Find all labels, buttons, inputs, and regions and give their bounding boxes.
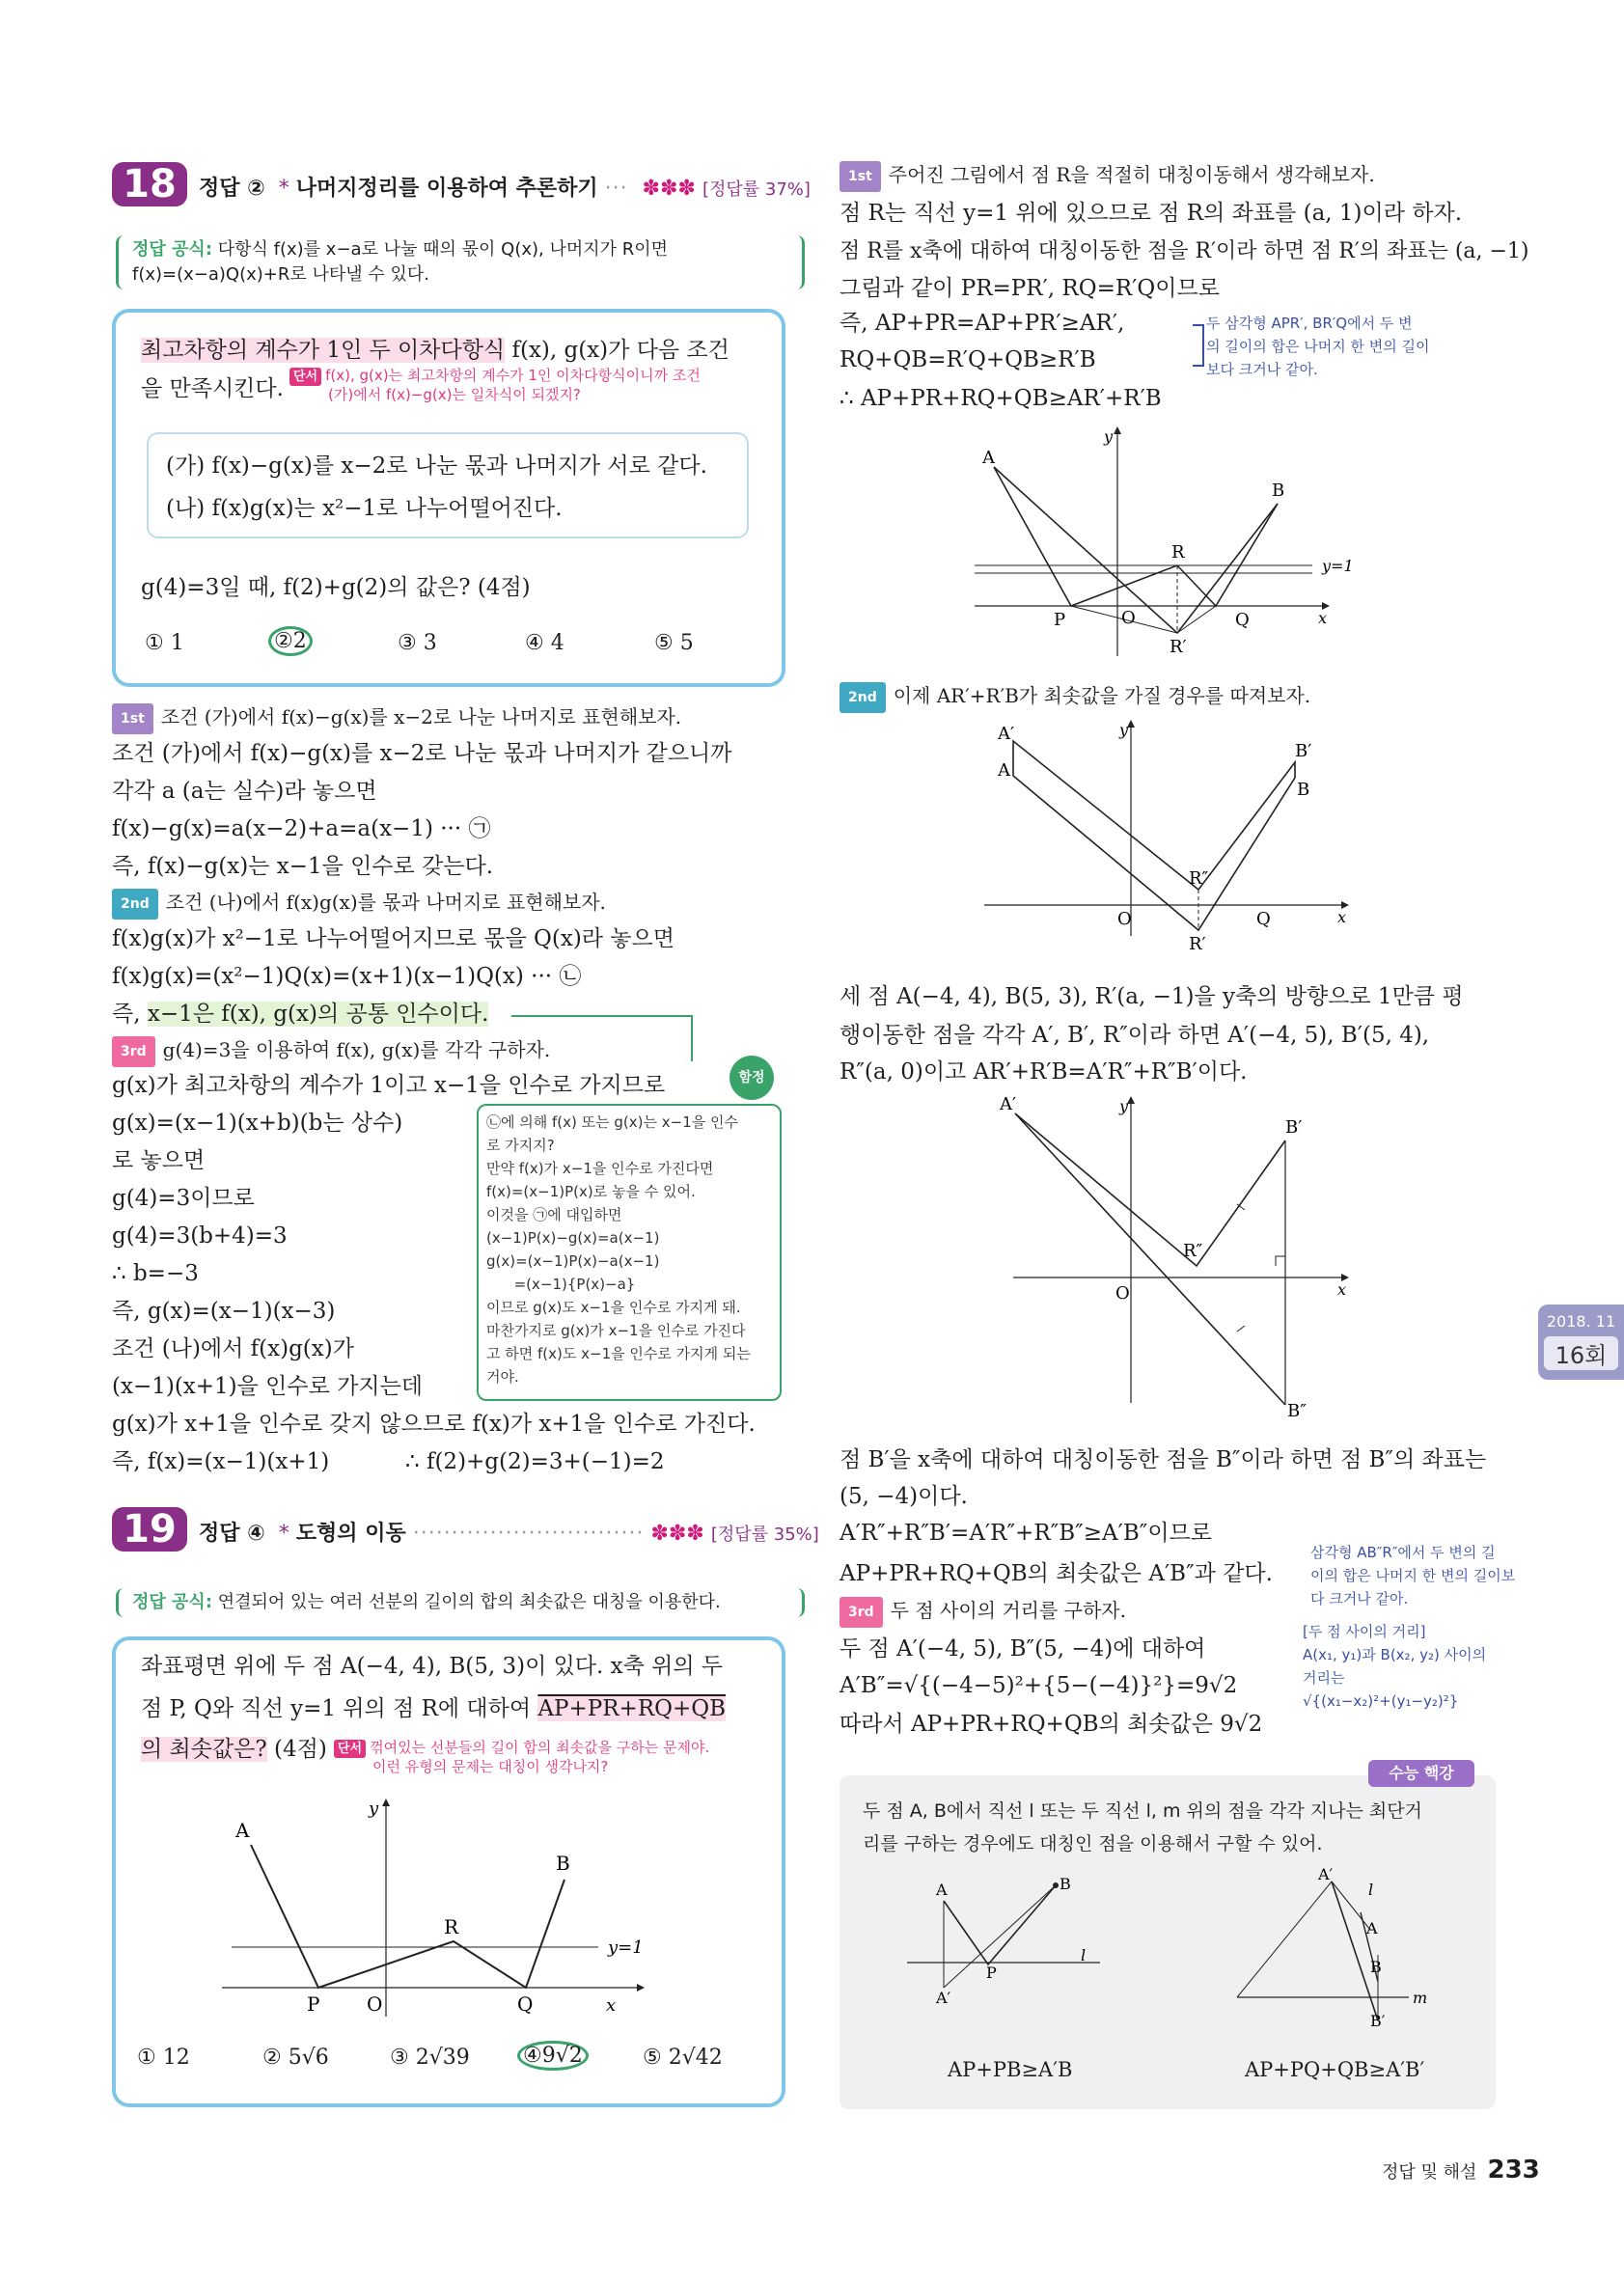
q19-graph-label-yline: y=1 xyxy=(608,1937,644,1958)
side-tab-round: 16회 xyxy=(1544,1336,1618,1370)
r-s4-1: 두 점 A′(−4, 5), B″(5, −4)에 대하여 xyxy=(840,1636,1206,1662)
graph2-label-o: O xyxy=(1117,909,1132,929)
q18-trap-3: 만약 f(x)가 x−1을 인수로 가진다면 xyxy=(486,1160,714,1177)
q19-answer: 정답 ④ xyxy=(199,1522,265,1546)
core-caption-2: AP+PQ+QB≥A′B′ xyxy=(1245,2058,1425,2081)
graph-1 xyxy=(965,425,1380,666)
r-step3: 3rd 두 점 사이의 거리를 구하자. xyxy=(840,1596,1126,1628)
r-s4-2: A′B″=√{(−4−5)²+{5−(−4)}²}=9√2 xyxy=(840,1673,1238,1698)
r-s1-2: 점 R를 x축에 대하여 대칭이동한 점을 R′이라 하면 점 R′의 좌표는 (a, −1) xyxy=(840,239,1529,263)
q19-graph-label-r: R xyxy=(444,1915,459,1938)
graph2-label-q: Q xyxy=(1256,909,1271,929)
q18-sol-4: 즉, f(x)−g(x)는 x−1을 인수로 갖는다. xyxy=(112,854,494,879)
r-note3-4: √{(x₁−x₂)²+(y₁−y₂)²} xyxy=(1303,1692,1459,1710)
q18-condition-a: (가) f(x)−g(x)를 x−2로 나눈 몫과 나머지가 서로 같다. xyxy=(166,453,707,479)
r-s4-3: 따라서 AP+PR+RQ+QB의 최솟값은 9√2 xyxy=(840,1712,1263,1737)
q18-trap-5: 이것을 ㉠에 대입하면 xyxy=(486,1206,622,1223)
q18-sol3-8: 조건 (나)에서 f(x)g(x)가 xyxy=(112,1336,354,1361)
q18-sol3-12: ∴ f(2)+g(2)=3+(−1)=2 xyxy=(405,1449,665,1474)
r-s1-5: RQ+QB=R′Q+QB≥R′B xyxy=(840,347,1096,372)
q18-sol3-6: ∴ b=−3 xyxy=(112,1261,199,1286)
r-note1-2: 의 길이의 합은 나머지 한 변의 길이 xyxy=(1206,338,1430,355)
core2-label-a: A xyxy=(1366,1919,1378,1937)
q19-choice-1[interactable]: ① 12 xyxy=(137,2046,190,2070)
graph1-label-p: P xyxy=(1054,610,1066,630)
q19-header: 정답 ④ * 도형의 이동 ······························ ✽✽✽ [정답률 35%] xyxy=(199,1522,819,1546)
q18-sol2-2: f(x)g(x)=(x²−1)Q(x)=(x+1)(x−1)Q(x) ··· ㉡ xyxy=(112,964,582,989)
core-graph-1 xyxy=(907,1872,1119,2007)
q19-problem-line1: 좌표평면 위에 두 점 A(−4, 4), B(5, 3)이 있다. x축 위의 두 xyxy=(141,1654,724,1679)
q18-formula xyxy=(116,235,805,289)
graph3-label-r-double: R″ xyxy=(1183,1241,1203,1261)
r-s2-2: 행이동한 점을 각각 A′, B′, R″이라 하면 A′(−4, 5), B′(5, 4), xyxy=(840,1023,1430,1048)
graph2-label-y: y xyxy=(1119,721,1129,739)
graph1-label-yline: y=1 xyxy=(1322,557,1354,575)
graph2-label-a-prime: A′ xyxy=(998,724,1015,744)
q19-graph-label-p: P xyxy=(307,1992,320,2016)
q18-choice-3[interactable]: ③ 3 xyxy=(398,631,437,655)
footer-label: 정답 및 해설 xyxy=(1382,2162,1477,2183)
r-note3-2: A(x₁, y₁)과 B(x₂, y₂) 사이의 xyxy=(1303,1646,1487,1663)
r-step1: 1st 주어진 그림에서 점 R을 적절히 대칭이동해서 생각해보자. xyxy=(840,160,1375,192)
q18-choice-5[interactable]: ⑤ 5 xyxy=(654,631,694,655)
q19-graph-label-b: B xyxy=(556,1852,570,1875)
q18-trap-6: (x−1)P(x)−g(x)=a(x−1) xyxy=(486,1229,660,1247)
graph1-label-b: B xyxy=(1272,481,1285,501)
q18-trap-11: 고 하면 f(x)도 x−1을 인수로 가지게 되는 xyxy=(486,1345,751,1362)
q19-number: 19 xyxy=(112,1507,187,1552)
core2-label-a-prime: A′ xyxy=(1318,1865,1334,1883)
q19-graph-label-a: A xyxy=(235,1819,250,1842)
graph3-label-o: O xyxy=(1115,1283,1130,1304)
q18-choice-1[interactable]: ① 1 xyxy=(145,631,184,655)
r-note2-3: 다 크거나 같아. xyxy=(1310,1590,1409,1607)
q18-step2: 2nd 조건 (나)에서 f(x)g(x)를 몫과 나머지로 표현해보자. xyxy=(112,888,606,920)
r-note1-bracket xyxy=(1193,324,1204,367)
q18-trap-9: 이므로 g(x)도 x−1을 인수로 가지게 돼. xyxy=(486,1299,741,1316)
core-graph-2 xyxy=(1225,1862,1447,2026)
core1-label-l: l xyxy=(1081,1946,1087,1964)
r-note3-3: 거리는 xyxy=(1303,1669,1345,1687)
q18-problem-line1: 최고차항의 계수가 1인 두 이차다항식 f(x), g(x)가 다음 조건 xyxy=(141,338,729,363)
r-note1-3: 보다 크거나 같아. xyxy=(1206,361,1318,378)
q18-sol-2: 각각 a (a는 실수)라 놓으면 xyxy=(112,779,377,804)
q18-sol3-4: g(4)=3이므로 xyxy=(112,1186,255,1211)
q18-sol3-10: g(x)가 x+1을 인수로 갖지 않으므로 f(x)가 x+1을 인수로 가진다. xyxy=(112,1412,756,1437)
q18-sol3-11: 즉, f(x)=(x−1)(x+1) xyxy=(112,1449,330,1474)
q18-stars: ✽✽✽ xyxy=(642,177,696,201)
side-tab xyxy=(1538,1305,1624,1380)
graph2-label-a: A xyxy=(998,760,1010,781)
q18-sol3-2: g(x)=(x−1)(x+b)(b는 상수) xyxy=(112,1111,403,1136)
q18-number: 18 xyxy=(112,162,187,206)
q19-problem-line2: 점 P, Q와 직선 y=1 위의 점 R에 대하여 AP+PR+RQ+QB xyxy=(141,1696,727,1721)
r-note3-1: [두 점 사이의 거리] xyxy=(1303,1623,1426,1640)
q18-hint: 단서 f(x), g(x)는 최고차항의 계수가 1인 이차다항식이니까 조건 (가)에서 f(x)−g(x)는 일차식이 되겠지? xyxy=(289,367,701,404)
r-s2-1: 세 점 A(−4, 4), B(5, 3), R′(a, −1)을 y축의 방향으로 1만큼 평 xyxy=(840,984,1464,1009)
q19-topic: 도형의 이동 xyxy=(295,1522,406,1546)
r-s3-1: 점 B′을 x축에 대하여 대칭이동한 점을 B″이라 하면 점 B″의 좌표는 xyxy=(840,1447,1487,1472)
graph-2 xyxy=(975,718,1380,949)
q18-formula-line2: f(x)=(x−a)Q(x)+R로 나타낼 수 있다. xyxy=(132,264,429,285)
q18-trap-1: ㉡에 의해 f(x) 또는 g(x)는 x−1을 인수 xyxy=(486,1113,738,1131)
graph2-label-r-double: R″ xyxy=(1189,868,1209,889)
core2-label-b-prime: B′ xyxy=(1370,2012,1386,2026)
core-1: 두 점 A, B에서 직선 l 또는 두 직선 l, m 위의 점을 각각 지나는 최단거 xyxy=(863,1800,1422,1822)
graph2-label-b: B xyxy=(1297,780,1310,800)
q18-condition-b: (나) f(x)g(x)는 x²−1로 나누어떨어진다. xyxy=(166,496,563,521)
r-step2: 2nd 이제 AR′+R′B가 최솟값을 가질 경우를 따져보자. xyxy=(840,681,1310,713)
q19-choice-4[interactable]: ④9√2 xyxy=(517,2044,589,2068)
q18-trap-8: =(x−1){P(x)−a} xyxy=(486,1276,636,1293)
q18-answer: 정답 ② xyxy=(199,177,265,201)
q18-trap-4: f(x)=(x−1)P(x)로 놓을 수 있어. xyxy=(486,1183,696,1200)
graph1-label-y: y xyxy=(1104,427,1114,446)
r-s3-3: A′R″+R″B′=A′R″+R″B″≥A′B″이므로 xyxy=(840,1521,1212,1546)
q18-trap-10: 마찬가지로 g(x)가 x−1을 인수로 가진다 xyxy=(486,1322,746,1339)
core1-label-p: P xyxy=(986,1964,997,1982)
graph2-label-x: x xyxy=(1337,908,1347,926)
footer xyxy=(1382,2156,1540,2184)
q18-header: 정답 ② * 나머지정리를 이용하여 추론하기 ··· ✽✽✽ [정답률 37%] xyxy=(199,177,811,201)
q18-sol3-5: g(4)=3(b+4)=3 xyxy=(112,1223,288,1249)
r-note2-1: 삼각형 AB″R″에서 두 변의 길 xyxy=(1310,1544,1496,1561)
q18-step1: 1st 조건 (가)에서 f(x)−g(x)를 x−2로 나눈 나머지로 표현해보자. xyxy=(112,702,681,734)
core2-label-l: l xyxy=(1368,1881,1374,1899)
q18-trap-7: g(x)=(x−1)P(x)−a(x−1) xyxy=(486,1252,660,1270)
core1-label-b: B xyxy=(1060,1875,1071,1893)
r-s3-2: (5, −4)이다. xyxy=(840,1484,968,1509)
graph3-label-b-double: B″ xyxy=(1287,1401,1307,1421)
q18-formula-label: 정답 공식: xyxy=(132,239,213,260)
graph1-label-q: Q xyxy=(1235,610,1250,630)
q18-problem-line2: 을 만족시킨다. xyxy=(141,376,284,401)
graph3-label-y: y xyxy=(1119,1097,1129,1115)
graph3-label-a-prime: A′ xyxy=(1000,1094,1017,1114)
q19-choice-2[interactable]: ② 5√6 xyxy=(262,2046,329,2070)
q19-graph xyxy=(212,1795,675,2026)
side-tab-date: 2018. 11 xyxy=(1546,1312,1616,1331)
r-s3-4: AP+PR+RQ+QB의 최솟값은 A′B″과 같다. xyxy=(840,1561,1273,1586)
q19-choice-5[interactable]: ⑤ 2√42 xyxy=(643,2046,723,2070)
q19-formula: 정답 공식: 연결되어 있는 여러 선분의 길이의 합의 최솟값은 대칭을 이용한다. xyxy=(116,1588,805,1617)
graph1-label-a: A xyxy=(982,448,995,468)
graph3-label-b-prime: B′ xyxy=(1285,1117,1303,1138)
graph3-label-x: x xyxy=(1337,1280,1347,1299)
q19-hint: 단서 꺾여있는 선분들의 길이 합의 최솟값을 구하는 문제야. 이런 유형의 문제는 대칭이 생각나지? xyxy=(334,1739,709,1776)
q19-problem-line3: 의 최솟값은? (4점) xyxy=(141,1737,327,1762)
q18-step3: 3rd g(4)=3을 이용하여 f(x), g(x)를 각각 구하자. xyxy=(112,1035,550,1067)
q18-sol2-1: f(x)g(x)가 x²−1로 나누어떨어지므로 몫을 Q(x)라 놓으면 xyxy=(112,926,674,951)
r-s1-3: 그림과 같이 PR=PR′, RQ=R′Q이므로 xyxy=(840,276,1220,301)
graph1-label-o: O xyxy=(1121,608,1136,628)
q18-trap-12: 거야. xyxy=(486,1368,519,1386)
graph1-label-x: x xyxy=(1318,609,1328,627)
graph1-label-r-prime: R′ xyxy=(1170,637,1187,657)
q18-sol3-1: g(x)가 최고차항의 계수가 1이고 x−1을 인수로 가지므로 xyxy=(112,1073,666,1098)
core-tag: 수능 핵강 xyxy=(1368,1760,1474,1787)
q19-graph-label-x: x xyxy=(606,1995,617,2016)
q19-graph-label-y: y xyxy=(369,1799,379,1819)
core-caption-1: AP+PB≥A′B xyxy=(948,2058,1073,2081)
r-s2-3: R″(a, 0)이고 AR′+R′B=A′R″+R″B′이다. xyxy=(840,1059,1248,1085)
q18-choice-4[interactable]: ④ 4 xyxy=(525,631,564,655)
graph2-label-r-prime: R′ xyxy=(1189,934,1206,949)
q19-graph-label-q: Q xyxy=(517,1992,534,2016)
q19-graph-label-o: O xyxy=(367,1992,383,2016)
r-note1-1: 두 삼각형 APR′, BR′Q에서 두 변 xyxy=(1206,315,1413,332)
q18-sol-3: f(x)−g(x)=a(x−2)+a=a(x−1) ··· ㉠ xyxy=(112,816,491,841)
r-s1-6: ∴ AP+PR+RQ+QB≥AR′+R′B xyxy=(840,386,1162,411)
q19-choice-3[interactable]: ③ 2√39 xyxy=(390,2046,470,2070)
core-2: 리를 구하는 경우에도 대칭인 점을 이용해서 구할 수 있어. xyxy=(863,1833,1323,1854)
q19-rate: [정답률 35%] xyxy=(710,1525,819,1545)
core1-label-a-prime: A′ xyxy=(936,1989,951,2007)
q18-sol3-7: 즉, g(x)=(x−1)(x−3) xyxy=(112,1299,336,1324)
core1-label-a: A xyxy=(936,1881,948,1899)
q19-stars: ✽✽✽ xyxy=(650,1522,704,1546)
q18-sol-1: 조건 (가)에서 f(x)−g(x)를 x−2로 나눈 몫과 나머지가 같으니까 xyxy=(112,741,732,766)
graph-3 xyxy=(975,1094,1380,1422)
q18-sol2-3: 즉, x−1은 f(x), g(x)의 공통 인수이다. xyxy=(112,1002,489,1027)
core2-label-m: m xyxy=(1413,1989,1428,2007)
q18-topic: 나머지정리를 이용하여 추론하기 xyxy=(295,177,598,201)
q18-sol3-9: (x−1)(x+1)을 인수로 가지는데 xyxy=(112,1374,424,1399)
q18-rate: [정답률 37%] xyxy=(702,179,811,200)
r-s1-4: 즉, AP+PR=AP+PR′≥AR′, xyxy=(840,311,1125,336)
core2-label-b: B xyxy=(1370,1958,1382,1976)
q18-question: g(4)=3일 때, f(2)+g(2)의 값은? (4점) xyxy=(141,575,531,600)
footer-page: 233 xyxy=(1487,2156,1540,2184)
r-s1-1: 점 R는 직선 y=1 위에 있으므로 점 R의 좌표를 (a, 1)이라 하자. xyxy=(840,201,1463,226)
q18-formula-line1: 다항식 f(x)를 x−a로 나눌 때의 몫이 Q(x), 나머지가 R이면 xyxy=(217,239,669,260)
graph2-label-b-prime: B′ xyxy=(1295,741,1312,761)
q18-trap-2: 로 가지지? xyxy=(486,1137,555,1154)
graph1-label-r: R xyxy=(1171,542,1185,563)
r-note2-2: 이의 합은 나머지 한 변의 길이보 xyxy=(1310,1567,1516,1584)
q18-sol3-3: 로 놓으면 xyxy=(112,1148,206,1173)
q18-trap-tag: 함정 xyxy=(729,1056,774,1100)
q18-choice-2[interactable]: ②2 xyxy=(268,629,313,653)
